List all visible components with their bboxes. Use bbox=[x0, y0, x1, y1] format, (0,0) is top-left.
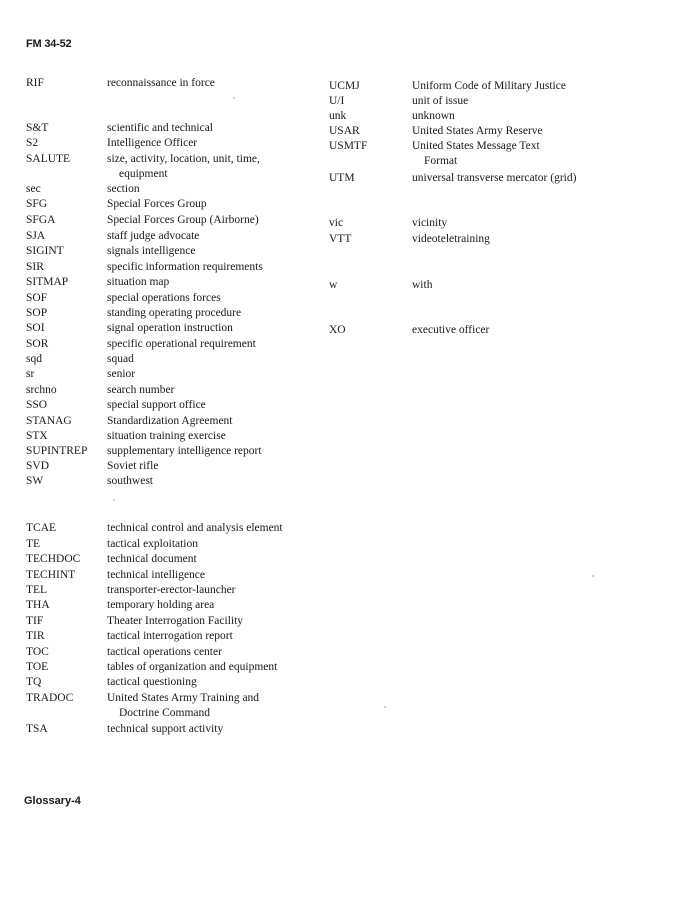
glossary-definition: vicinity bbox=[412, 217, 448, 229]
glossary-definition: Special Forces Group (Airborne) bbox=[107, 214, 259, 226]
glossary-definition: United States Message Text bbox=[412, 140, 540, 152]
document-header: FM 34-52 bbox=[26, 38, 72, 50]
glossary-term: TIF bbox=[26, 615, 44, 627]
glossary-term: TECHINT bbox=[26, 569, 76, 581]
glossary-definition: tactical operations center bbox=[107, 646, 222, 658]
glossary-term: srchno bbox=[26, 384, 57, 396]
glossary-term: SFGA bbox=[26, 214, 56, 226]
glossary-term: SOF bbox=[26, 292, 48, 304]
glossary-term: TSA bbox=[26, 723, 48, 735]
glossary-term: TOC bbox=[26, 646, 49, 658]
glossary-term: VTT bbox=[329, 233, 352, 245]
glossary-definition: Intelligence Officer bbox=[107, 137, 198, 149]
glossary-definition: southwest bbox=[107, 475, 153, 487]
glossary-definition: specific operational requirement bbox=[107, 338, 256, 350]
glossary-term: TCAE bbox=[26, 522, 57, 534]
glossary-term: SW bbox=[26, 475, 44, 487]
glossary-definition: situation map bbox=[107, 276, 170, 288]
scan-speck bbox=[592, 575, 594, 577]
glossary-definition: Soviet rifle bbox=[107, 460, 159, 472]
glossary-definition: Special Forces Group bbox=[107, 198, 207, 210]
glossary-definition: unknown bbox=[412, 110, 455, 122]
glossary-definition: universal transverse mercator (grid) bbox=[412, 172, 577, 184]
glossary-definition: specific information requirements bbox=[107, 261, 263, 273]
glossary-definition: technical intelligence bbox=[107, 569, 206, 581]
glossary-term: RIF bbox=[26, 77, 44, 89]
glossary-definition: videoteletraining bbox=[412, 233, 490, 245]
glossary-definition: United States Army Training and bbox=[107, 692, 260, 704]
glossary-definition: tables of organization and equipment bbox=[107, 661, 278, 673]
glossary-definition: unit of issue bbox=[412, 95, 469, 107]
glossary-definition: search number bbox=[107, 384, 175, 396]
glossary-definition: supplementary intelligence report bbox=[107, 445, 262, 457]
glossary-term: w bbox=[329, 279, 338, 291]
glossary-term: SUPINTREP bbox=[26, 445, 88, 457]
glossary-term: sec bbox=[26, 183, 41, 195]
glossary-term: TECHDOC bbox=[26, 553, 81, 565]
page-footer-label: Glossary-4 bbox=[24, 795, 81, 807]
glossary-definition: Theater Interrogation Facility bbox=[107, 615, 244, 627]
glossary-term: S&T bbox=[26, 122, 49, 134]
glossary-definition: signal operation instruction bbox=[107, 322, 233, 334]
glossary-definition: technical document bbox=[107, 553, 197, 565]
glossary-term: SITMAP bbox=[26, 276, 69, 288]
glossary-term: SOR bbox=[26, 338, 49, 350]
glossary-term: SFG bbox=[26, 198, 48, 210]
glossary-definition: tactical exploitation bbox=[107, 538, 199, 550]
glossary-definition: section bbox=[107, 183, 140, 195]
glossary-definition: Doctrine Command bbox=[119, 707, 211, 719]
glossary-term: TOE bbox=[26, 661, 49, 673]
glossary-definition: size, activity, location, unit, time, bbox=[107, 153, 260, 165]
glossary-term: SOP bbox=[26, 307, 48, 319]
glossary-definition: tactical questioning bbox=[107, 676, 197, 688]
glossary-term: THA bbox=[26, 599, 50, 611]
glossary-term: XO bbox=[329, 324, 346, 336]
glossary-definition: Standardization Agreement bbox=[107, 415, 233, 427]
glossary-term: SJA bbox=[26, 230, 46, 242]
glossary-definition: equipment bbox=[119, 168, 168, 180]
glossary-definition: standing operating procedure bbox=[107, 307, 242, 319]
scan-speck bbox=[233, 97, 235, 99]
glossary-definition: senior bbox=[107, 368, 136, 380]
glossary-definition: scientific and technical bbox=[107, 122, 214, 134]
glossary-definition: signals intelligence bbox=[107, 245, 196, 257]
glossary-definition: United States Army Reserve bbox=[412, 125, 543, 137]
glossary-definition: special operations forces bbox=[107, 292, 221, 304]
glossary-term: sqd bbox=[26, 353, 42, 365]
glossary-term: SSO bbox=[26, 399, 48, 411]
glossary-definition: temporary holding area bbox=[107, 599, 215, 611]
scan-speck bbox=[384, 706, 386, 708]
glossary-term: USMTF bbox=[329, 140, 368, 152]
glossary-term: STANAG bbox=[26, 415, 72, 427]
glossary-term: vic bbox=[329, 217, 344, 229]
glossary-term: SVD bbox=[26, 460, 50, 472]
glossary-term: unk bbox=[329, 110, 347, 122]
glossary-definition: executive officer bbox=[412, 324, 490, 336]
glossary-term: SOI bbox=[26, 322, 45, 334]
glossary-definition: with bbox=[412, 279, 433, 291]
glossary-definition: special support office bbox=[107, 399, 206, 411]
glossary-term: SALUTE bbox=[26, 153, 71, 165]
glossary-definition: staff judge advocate bbox=[107, 230, 200, 242]
glossary-term: UTM bbox=[329, 172, 355, 184]
glossary-definition: squad bbox=[107, 353, 134, 365]
glossary-term: TQ bbox=[26, 676, 42, 688]
glossary-definition: transporter-erector-launcher bbox=[107, 584, 236, 596]
glossary-definition: technical support activity bbox=[107, 723, 224, 735]
glossary-definition: Uniform Code of Military Justice bbox=[412, 80, 566, 92]
glossary-definition: technical control and analysis element bbox=[107, 522, 283, 534]
glossary-term: UCMJ bbox=[329, 80, 360, 92]
glossary-term: TIR bbox=[26, 630, 45, 642]
glossary-term: SIR bbox=[26, 261, 44, 273]
glossary-term: STX bbox=[26, 430, 48, 442]
glossary-definition: reconnaissance in force bbox=[107, 77, 215, 89]
glossary-term: USAR bbox=[329, 125, 360, 137]
glossary-term: TEL bbox=[26, 584, 48, 596]
glossary-term: SIGINT bbox=[26, 245, 64, 257]
scan-speck bbox=[113, 499, 115, 501]
glossary-definition: situation training exercise bbox=[107, 430, 226, 442]
glossary-term: S2 bbox=[26, 137, 39, 149]
glossary-term: TRADOC bbox=[26, 692, 74, 704]
glossary-definition: tactical interrogation report bbox=[107, 630, 233, 642]
glossary-term: sr bbox=[26, 368, 35, 380]
glossary-term: U/I bbox=[329, 95, 345, 107]
glossary-definition: Format bbox=[424, 155, 458, 167]
glossary-term: TE bbox=[26, 538, 41, 550]
